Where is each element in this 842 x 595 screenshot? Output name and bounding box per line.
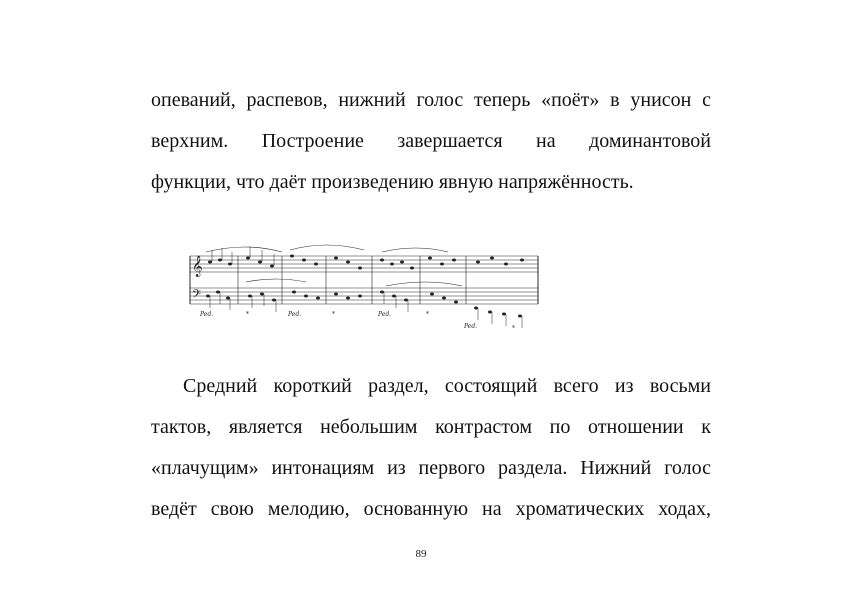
paragraph-line: опеваний, распевов, нижний голос теперь «поёт» в унисон с [151, 89, 711, 111]
svg-text:Ped.: Ped. [464, 323, 478, 330]
paragraph-line: ведёт свою мелодию, основанную на хроматических ходах, [151, 498, 711, 520]
svg-text:Ped.: Ped. [200, 311, 214, 318]
page-number: 89 [415, 548, 427, 560]
paragraph-2 [151, 366, 711, 530]
svg-text:Ped.: Ped. [288, 311, 302, 318]
paragraph-line: верхним. Построение завершается на доминантовой [151, 130, 711, 152]
svg-text:*: * [332, 311, 335, 318]
music-score-image [186, 242, 541, 334]
svg-text:𝄢: 𝄢 [192, 288, 202, 304]
svg-text:𝄞: 𝄞 [192, 256, 203, 277]
paragraph-1 [151, 80, 711, 203]
svg-text:*: * [426, 311, 429, 318]
svg-text:Ped.: Ped. [378, 311, 392, 318]
paragraph-line: тактов, является небольшим контрастом по отношении к [151, 416, 711, 438]
paragraph-line: Средний короткий раздел, состоящий всего из восьми [183, 375, 711, 397]
paragraph-line: функции, что даёт произведению явную напряжённость. [151, 171, 634, 193]
svg-text:*: * [512, 325, 515, 332]
paragraph-line: «плачущим» интонациям из первого раздела. Нижний голос [151, 457, 711, 479]
svg-text:*: * [246, 311, 249, 318]
